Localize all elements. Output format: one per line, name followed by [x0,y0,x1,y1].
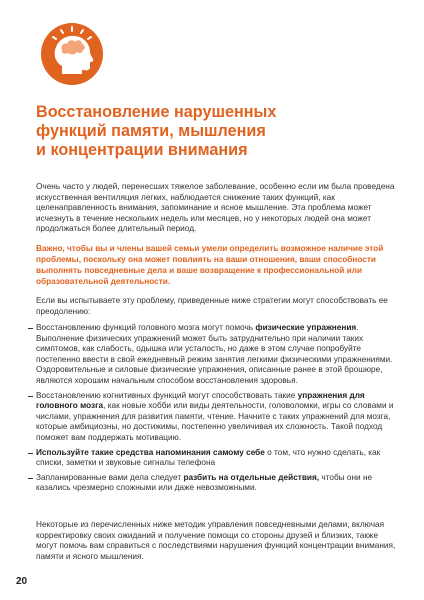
title-line-2: функций памяти, мышления [36,122,266,140]
title-line-1: Восстановление нарушенных [36,103,277,121]
title-line-3: и концентрации внимания [36,141,248,159]
page-title [36,103,376,160]
list-item: Восстановлению функций головного мозга могут помочь физические упражнения. Выполнение физических упражнений может быть затруднительно при наличии таких симптомов, как слабость, одышка или усталость, но даже в этом случае попробуйте постепенно ввести в свой ежедневный режим занятия легкими физическими упражнениями. Оздоровительные и силовые физические упражнения, описанные ранее в этой брошюре, являются хорошим начальным способом восстановления здоровья. [28,323,400,387]
list-item: Запланированные вами дела следует разбить на отдельные действия, чтобы они не казались чрезмерно сложными или даже невозможными. [28,473,400,494]
list-item: Восстановлению когнитивных функций могут способствовать такие упражнения для головного мозга, как новые хобби или виды деятельности, головоломки, игры со словами и числами, упражнения для развития памяти, чтение. Начните с таких упражнений для мозга, которые амбициозны, но достижимы, постепенно увеличивая их сложность. Такой подход поможет вам поддержать мотивацию. [28,391,400,444]
warning-paragraph: Важно, чтобы вы и члены вашей семьи умели определить возможное наличие этой проблемы, поскольку она может повлиять на ваши отношения, ваши способности выполнять повседневные дела и ваше возвращение к профессиональной или образовательной деятельности. [36,244,384,286]
bullet-dash-icon [28,328,33,329]
lead-paragraph: Если вы испытываете эту проблему, приведенные ниже стратегии могут способствовать ее преодолению: [36,296,388,316]
bullet-dash-icon [28,396,33,397]
strategy-list [28,323,400,498]
bullet-dash-icon [28,453,33,454]
page-number: 20 [16,576,28,587]
list-item: Используйте такие средства напоминания самому себе о том, что нужно сделать, как списки, заметки и звуковые сигналы телефона [28,448,400,469]
bullet-dash-icon [28,478,33,479]
intro-paragraph: Очень часто у людей, перенесших тяжелое заболевание, особенно если им была проведена искусственная вентиляция легких, наблюдается снижение таких функций, как целенаправленность внимания, запоминание и ясное мышление. Эта проблема может исчезнуть в течение нескольких недель или месяцев, но у некоторых людей она может продолжаться более длительный период. [36,182,395,234]
head-brain-icon [40,22,104,86]
closing-paragraph: Некоторые из перечисленных ниже методик управления повседневными делами, включая корректировку своих ожиданий и получение помощи со стороны друзей и близких, также могут помочь вам справиться с последствиями нарушения функций концентрации внимания, памяти и ясного мышления. [36,520,396,561]
